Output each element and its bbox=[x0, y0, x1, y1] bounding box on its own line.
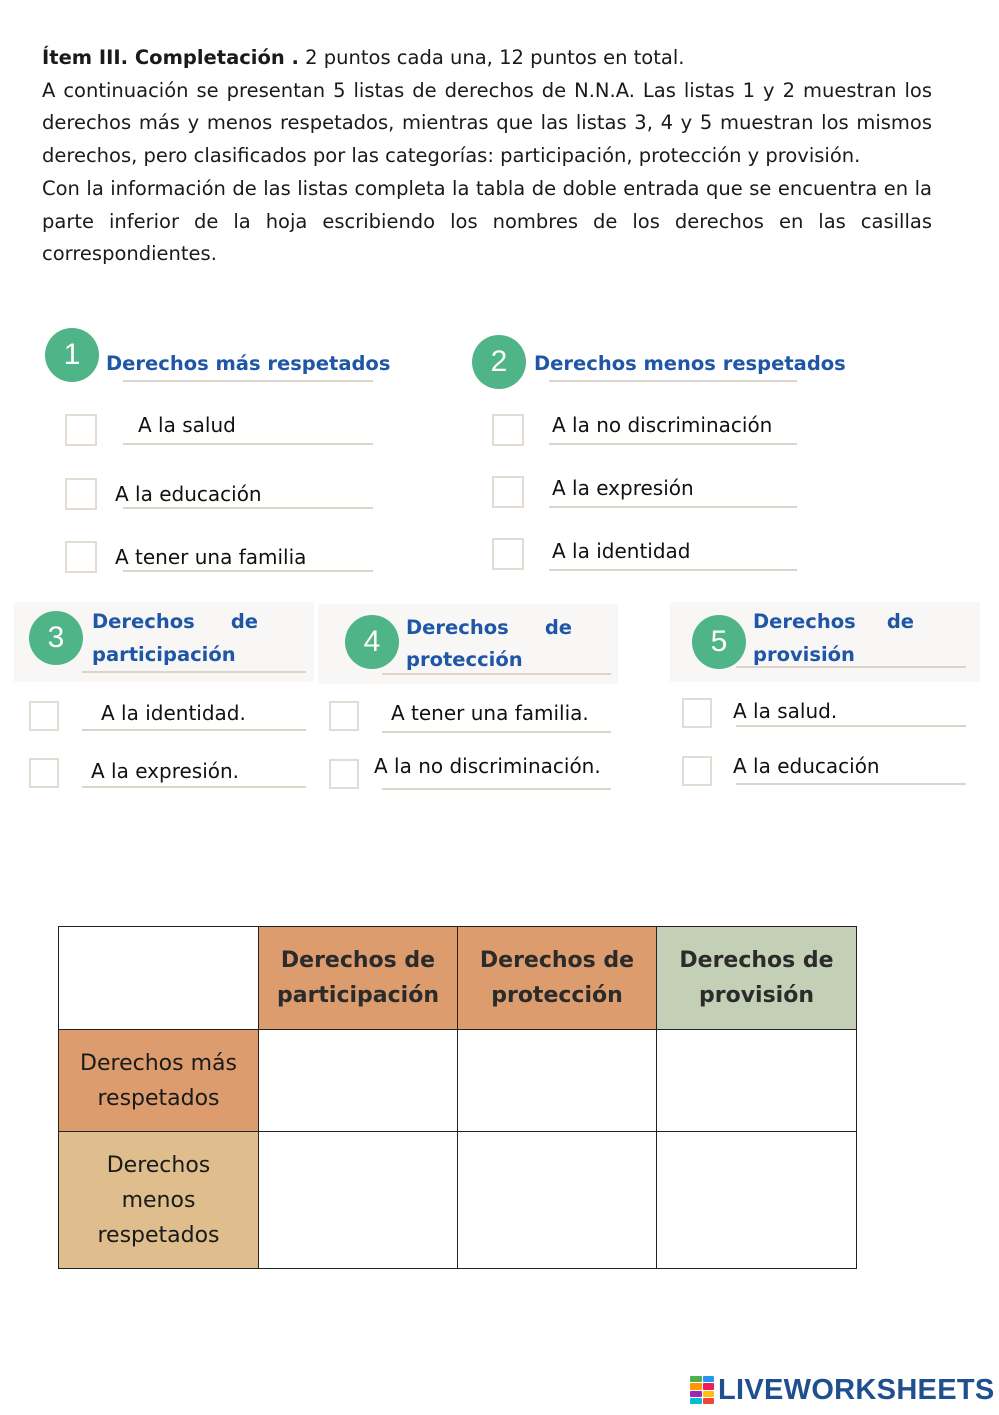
item-heading: Ítem III. Completación . bbox=[42, 46, 299, 69]
list-1-item-3: A tener una familia bbox=[115, 545, 307, 569]
item-points: 2 puntos cada una, 12 puntos en total. bbox=[305, 46, 685, 69]
list-5-checkbox-1[interactable] bbox=[682, 698, 712, 728]
list-3-title-underline bbox=[82, 671, 306, 673]
list-2-item-1-underline bbox=[549, 443, 797, 445]
list-1-checkbox-3[interactable] bbox=[65, 541, 97, 573]
header-participacion-line-1: Derechos de bbox=[280, 948, 436, 973]
list-4-checkbox-2[interactable] bbox=[329, 759, 359, 789]
list-2-checkbox-2[interactable] bbox=[492, 476, 524, 508]
answer-cell-mas-participacion[interactable] bbox=[259, 1030, 458, 1132]
list-3-title-line-2: participación bbox=[92, 643, 236, 666]
list-4-checkbox-1[interactable] bbox=[329, 701, 359, 731]
list-1-item-3-underline bbox=[123, 570, 373, 572]
list-2-number-badge: 2 bbox=[472, 335, 526, 389]
list-4-item-1: A tener una familia. bbox=[391, 701, 589, 725]
table-header-provision bbox=[657, 927, 857, 1030]
header-proteccion-line-1: Derechos de bbox=[479, 948, 635, 973]
answer-cell-mas-proteccion[interactable] bbox=[458, 1030, 657, 1132]
list-5-number-badge: 5 bbox=[692, 615, 746, 669]
row-menos-respetados-line-1: Derechos bbox=[106, 1152, 211, 1178]
list-1-item-2-underline bbox=[123, 507, 373, 509]
instructions bbox=[42, 42, 932, 271]
list-5-item-2: A la educación bbox=[733, 754, 880, 778]
list-2-item-2: A la expresión bbox=[552, 476, 694, 500]
answer-cell-menos-provision[interactable] bbox=[657, 1132, 857, 1269]
liveworksheets-logo bbox=[690, 1372, 995, 1408]
list-1-title: Derechos más respetados bbox=[106, 352, 391, 375]
row-mas-respetados-line-2: respetados bbox=[97, 1085, 220, 1111]
list-2-title-underline bbox=[549, 380, 797, 382]
list-1-number-badge: 1 bbox=[45, 328, 99, 382]
list-2-item-1: A la no discriminación bbox=[552, 413, 773, 437]
list-5-title-line-2: provisión bbox=[753, 643, 855, 666]
list-4-item-2: A la no discriminación. bbox=[374, 754, 601, 778]
table-corner-cell bbox=[59, 927, 259, 1030]
list-5-title-underline bbox=[736, 666, 966, 668]
liveworksheets-logo-icon bbox=[690, 1376, 714, 1404]
list-3-number-badge: 3 bbox=[29, 611, 83, 665]
list-4-item-2-underline bbox=[382, 788, 611, 790]
table-header-proteccion bbox=[458, 927, 657, 1030]
list-1-title-underline bbox=[123, 380, 373, 382]
list-1-item-2: A la educación bbox=[115, 482, 262, 506]
list-2-checkbox-1[interactable] bbox=[492, 414, 524, 446]
list-4-title-line-1: Derechos de bbox=[406, 616, 572, 639]
list-1-checkbox-2[interactable] bbox=[65, 478, 97, 510]
liveworksheets-logo-text: LIVEWORKSHEETS bbox=[718, 1373, 995, 1406]
list-4-title-line-2: protección bbox=[406, 648, 523, 671]
list-2-item-3-underline bbox=[549, 569, 797, 571]
list-3-item-1: A la identidad. bbox=[101, 701, 246, 725]
row-menos-respetados-line-3: respetados bbox=[97, 1222, 220, 1248]
list-2-item-3: A la identidad bbox=[552, 539, 691, 563]
list-5-item-1: A la salud. bbox=[733, 699, 838, 723]
answer-cell-menos-participacion[interactable] bbox=[259, 1132, 458, 1269]
list-2-item-2-underline bbox=[549, 506, 797, 508]
answer-cell-menos-proteccion[interactable] bbox=[458, 1132, 657, 1269]
list-2-checkbox-3[interactable] bbox=[492, 538, 524, 570]
header-provision-line-2: provisión bbox=[698, 983, 814, 1008]
row-menos-respetados-line-2: menos bbox=[121, 1187, 196, 1213]
list-4-item-1-underline bbox=[382, 731, 611, 733]
list-5-title-line-1: Derechos de bbox=[753, 610, 914, 633]
list-5-item-2-underline bbox=[736, 783, 966, 785]
header-provision-line-1: Derechos de bbox=[679, 948, 834, 973]
header-proteccion-line-2: protección bbox=[491, 983, 623, 1008]
list-3-checkbox-1[interactable] bbox=[29, 701, 59, 731]
row-mas-respetados-line-1: Derechos más bbox=[80, 1050, 237, 1076]
list-3-checkbox-2[interactable] bbox=[29, 758, 59, 788]
instructions-paragraph-2: Con la información de las listas completa la tabla de doble entrada que se encuentra en la parte inferior de la hoja escribiendo los nombres de los derechos en las casillas correspondientes. bbox=[42, 176, 932, 266]
table-row-header-menos-respetados bbox=[59, 1132, 259, 1269]
list-1-checkbox-1[interactable] bbox=[65, 414, 97, 446]
double-entry-table bbox=[58, 926, 857, 1269]
instructions-paragraph-1: A continuación se presentan 5 listas de derechos de N.N.A. Las listas 1 y 2 muestran los derechos más y menos respetados, mientras que las listas 3, 4 y 5 muestran los mismos derechos, pero clasificados por las categorías: participación, protección y provisión. bbox=[42, 78, 932, 168]
list-3-title-line-1: Derechos de bbox=[92, 610, 258, 633]
table-header-participacion bbox=[259, 927, 458, 1030]
table-row-header-mas-respetados bbox=[59, 1030, 259, 1132]
list-5-item-1-underline bbox=[736, 725, 966, 727]
list-3-item-1-underline bbox=[82, 729, 306, 731]
list-4-number-badge: 4 bbox=[345, 615, 399, 669]
list-3-item-2: A la expresión. bbox=[91, 759, 240, 783]
list-1-item-1: A la salud bbox=[138, 413, 236, 437]
list-4-title-underline bbox=[382, 673, 611, 675]
list-5-checkbox-2[interactable] bbox=[682, 756, 712, 786]
list-3-item-2-underline bbox=[82, 786, 306, 788]
answer-cell-mas-provision[interactable] bbox=[657, 1030, 857, 1132]
list-1-item-1-underline bbox=[123, 443, 373, 445]
header-participacion-line-2: participación bbox=[276, 983, 440, 1008]
list-2-title: Derechos menos respetados bbox=[534, 352, 846, 375]
